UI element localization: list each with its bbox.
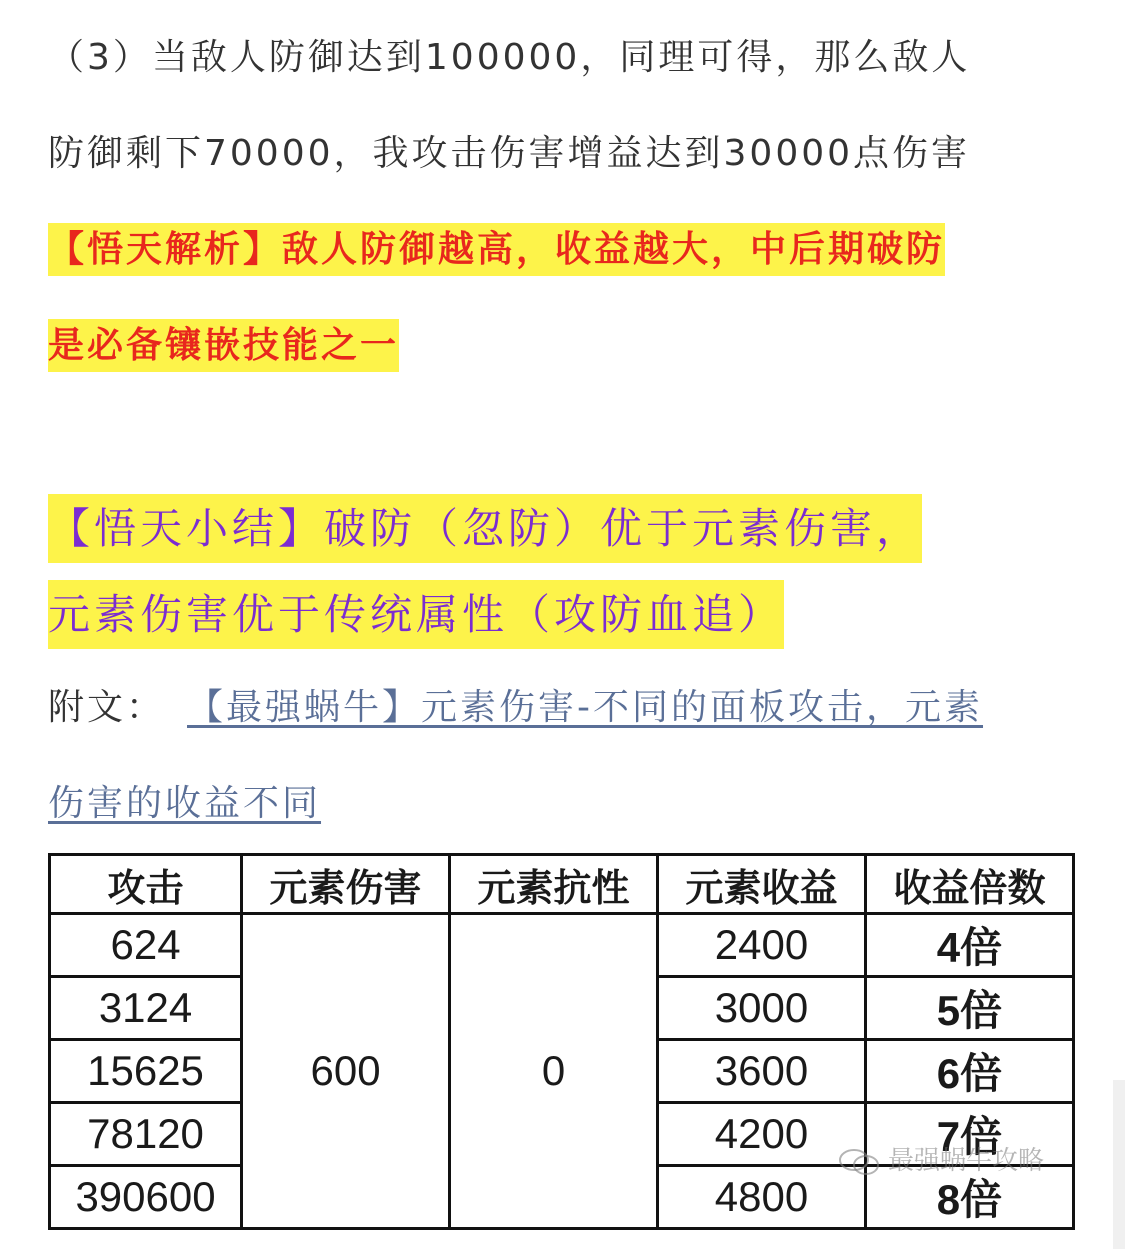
annex-paragraph xyxy=(48,660,1078,852)
header-element-gain: 元素收益 xyxy=(658,855,866,914)
cell-element-resist: 0 xyxy=(450,914,658,1229)
cell-multiple: 4倍 xyxy=(865,914,1073,977)
cell-element-damage: 600 xyxy=(242,914,450,1229)
cell-multiple: 5倍 xyxy=(865,977,1073,1040)
summary-line-2: 元素伤害优于传统属性（攻防血追） xyxy=(48,580,784,649)
header-gain-multiple: 收益倍数 xyxy=(865,855,1073,914)
cell-attack: 78120 xyxy=(50,1103,242,1166)
annex-link-line-2[interactable]: 伤害的收益不同 xyxy=(48,783,322,824)
cell-gain: 4200 xyxy=(658,1103,866,1166)
cell-attack: 390600 xyxy=(50,1166,242,1229)
cell-gain: 3000 xyxy=(658,977,866,1040)
analysis-line-2: 是必备镶嵌技能之一 xyxy=(48,319,399,372)
watermark-text: 最强蜗牛攻略 xyxy=(888,1146,1045,1176)
header-attack: 攻击 xyxy=(50,855,242,914)
cell-multiple: 8倍 xyxy=(865,1166,1073,1229)
analysis-line-1: 【悟天解析】敌人防御越高，收益越大，中后期破防 xyxy=(48,223,945,276)
cell-multiple: 7倍 xyxy=(865,1103,1073,1166)
paragraph-defense-example xyxy=(48,0,1078,202)
annex-link[interactable] xyxy=(48,687,983,824)
annex-label: 附文： xyxy=(48,687,166,728)
header-element-damage: 元素伤害 xyxy=(242,855,450,914)
cell-attack: 15625 xyxy=(50,1040,242,1103)
header-element-resist: 元素抗性 xyxy=(450,855,658,914)
annex-link-line-1[interactable]: 【最强蜗牛】元素伤害-不同的面板攻击，元素 xyxy=(187,687,984,728)
cell-gain: 3600 xyxy=(658,1040,866,1103)
cell-multiple: 6倍 xyxy=(865,1040,1073,1103)
summary-line-1: 【悟天小结】破防（忽防）优于元素伤害， xyxy=(48,494,922,563)
article-body xyxy=(48,0,1078,852)
paragraph-line-2: 防御剩下70000，我攻击伤害增益达到30000点伤害 xyxy=(48,133,971,174)
cell-gain: 2400 xyxy=(658,914,866,977)
table-row xyxy=(50,914,1074,977)
analysis-highlight xyxy=(48,202,1078,394)
spacer xyxy=(48,394,1078,486)
scroll-edge xyxy=(1113,1080,1125,1249)
summary-highlight xyxy=(48,486,1078,658)
cell-gain: 4800 xyxy=(658,1166,866,1229)
cell-attack: 624 xyxy=(50,914,242,977)
paragraph-line-1: （3）当敌人防御达到100000，同理可得，那么敌人 xyxy=(48,37,971,78)
element-gain-table xyxy=(48,853,1075,1230)
cell-attack: 3124 xyxy=(50,977,242,1040)
table-header-row xyxy=(50,855,1074,914)
